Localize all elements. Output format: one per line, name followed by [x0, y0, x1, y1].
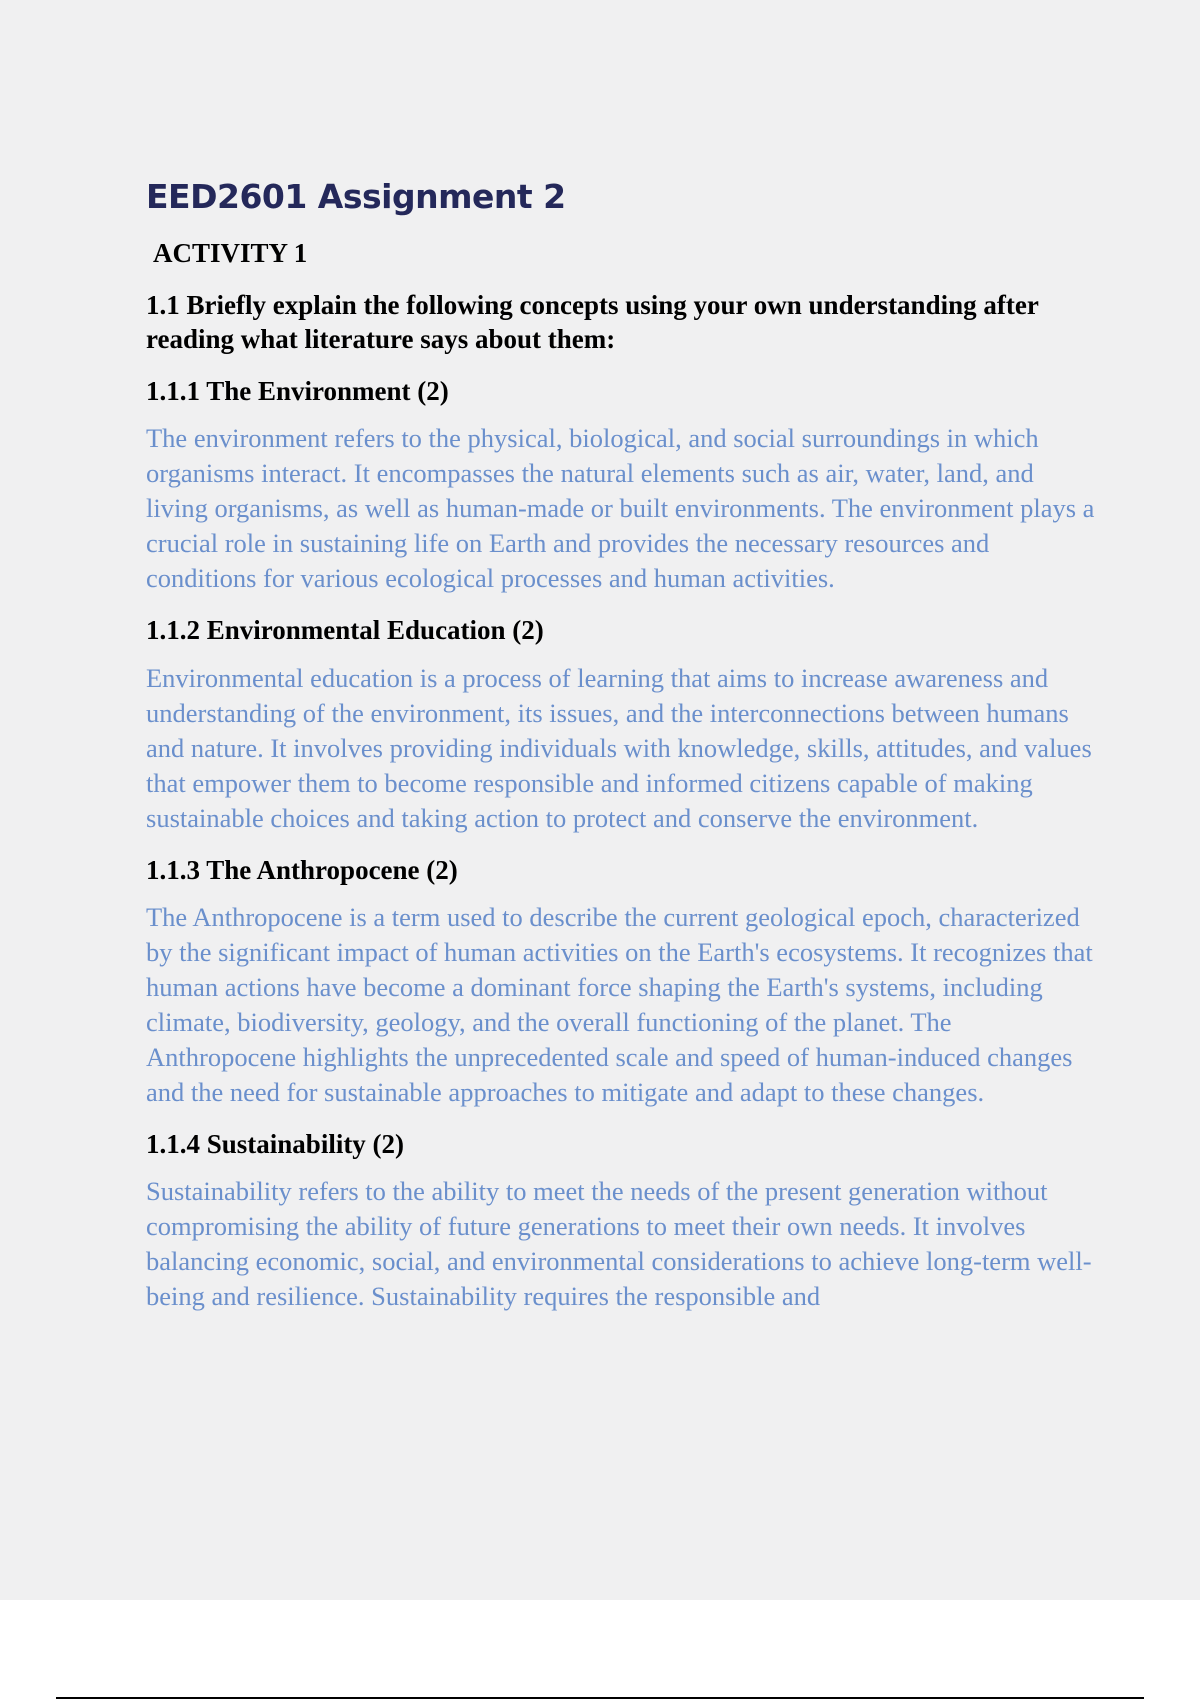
- section-heading-sustainability: 1.1.4 Sustainability (2): [146, 1128, 405, 1159]
- document-title: EED2601 Assignment 2: [146, 177, 566, 216]
- answer-environment: The environment refers to the physical, biological, and social surroundings in which organisms interact. It encompasses the natural elements such as air, water, land, and living organisms, as well as human-made or built environments. The environment plays a crucial role in sustaining life on Earth and provides the necessary resources and conditions for various ecological processes and human activities.: [146, 423, 1095, 594]
- activity-label: ACTIVITY 1: [153, 238, 308, 269]
- answer-environmental-education: Environmental education is a process of learning that aims to increase awareness and understanding of the environment, its issues, and the interconnections between humans and nature. It involves providing individuals with knowledge, skills, attitudes, and values that empower them to become responsible and informed citizens capable of making sustainable choices and taking action to protect and conserve the environment.: [146, 662, 1092, 833]
- document-content: [146, 176, 1096, 1332]
- section-heading-anthropocene: 1.1.3 The Anthropocene (2): [146, 854, 458, 885]
- page-bottom-rule: [56, 1697, 1144, 1699]
- section-heading-environment: 1.1.1 The Environment (2): [146, 375, 449, 406]
- answer-sustainability: Sustainability refers to the ability to meet the needs of the present generation without compromising the ability of future generations to meet their own needs. It involves balancing economic, social, and environmental considerations to achieve long-term well-being and resilience. Sustainability requires the responsible and: [146, 1176, 1092, 1312]
- section-heading-environmental-education: 1.1.2 Environmental Education (2): [146, 615, 544, 646]
- answer-anthropocene: The Anthropocene is a term used to describe the current geological epoch, characterized by the significant impact of human activities on the Earth's ecosystems. It recognizes that human actions have become a dominant force shaping the Earth's systems, including climate, biodiversity, geology, and the overall functioning of the planet. The Anthropocene highlights the unprecedented scale and speed of human-induced changes and the need for sustainable approaches to mitigate and adapt to these changes.: [146, 901, 1093, 1107]
- question-prompt: 1.1 Briefly explain the following concepts using your own understanding after reading what literature says about them:: [146, 289, 1039, 355]
